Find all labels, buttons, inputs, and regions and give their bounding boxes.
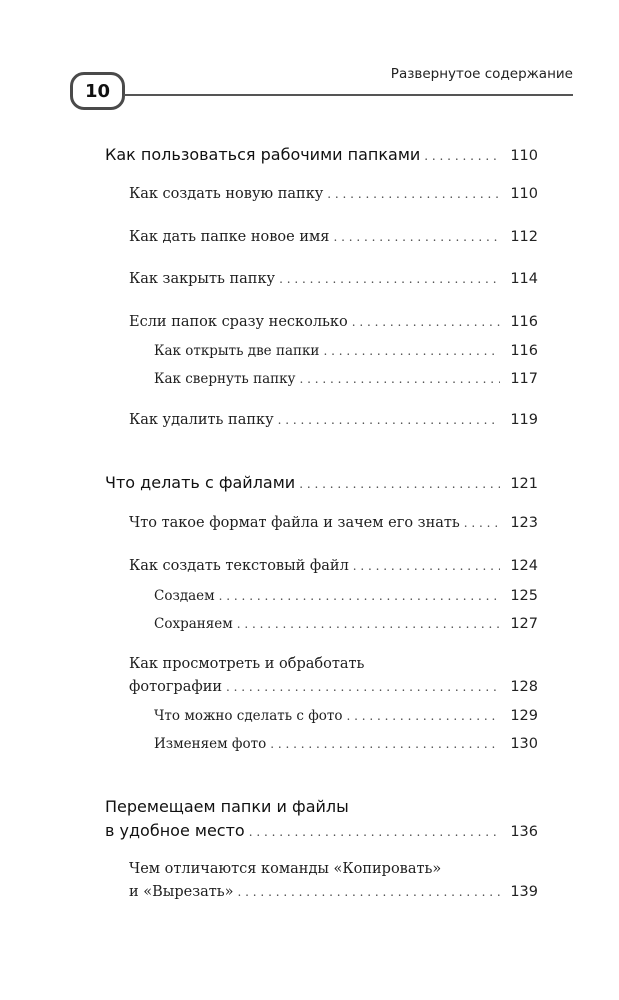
toc-entry-title: Как создать новую папку — [129, 186, 324, 202]
toc-leader-dots — [352, 315, 500, 329]
toc-entry-title: Что делать с файлами — [105, 473, 296, 492]
toc-entry[interactable] — [129, 412, 538, 428]
running-head: Развернутое содержание — [390, 66, 573, 82]
toc-entry-first-line: Чем отличаются команды «Копировать» — [129, 861, 442, 877]
toc-entry-page: 139 — [510, 884, 538, 900]
toc-leader-dots — [323, 344, 500, 358]
toc-leader-dots — [299, 477, 500, 491]
toc-entry[interactable] — [105, 821, 538, 840]
toc-entry[interactable] — [154, 588, 538, 604]
toc-entry[interactable] — [129, 558, 538, 574]
toc-entry-title: Как закрыть папку — [129, 271, 276, 287]
toc-leader-dots — [300, 372, 501, 386]
toc-entry-title: Изменяем фото — [154, 736, 267, 752]
toc-entry[interactable] — [129, 229, 538, 245]
toc-entry-title: Как пользоваться рабочими папками — [105, 145, 421, 164]
toc-entry-title: Создаем — [154, 588, 215, 604]
toc-leader-dots — [226, 680, 500, 694]
toc-leader-dots — [424, 149, 500, 163]
toc-entry-page: 114 — [510, 271, 538, 287]
toc-leader-dots — [327, 187, 500, 201]
toc-entry-page: 136 — [510, 824, 538, 840]
toc-entry-page: 110 — [510, 148, 538, 164]
toc-entry[interactable] — [129, 679, 538, 695]
toc-entry-title: Сохраняем — [154, 616, 233, 632]
toc-entry-page: 116 — [510, 314, 538, 330]
toc-entry[interactable] — [154, 736, 538, 752]
toc-entry-page: 129 — [510, 708, 538, 724]
toc-leader-dots — [278, 413, 500, 427]
header-rule — [124, 94, 573, 96]
toc-entry-title: фотографии — [129, 679, 223, 695]
toc-entry-page: 125 — [510, 588, 538, 604]
toc-entry[interactable] — [154, 343, 538, 359]
toc-entry[interactable] — [129, 314, 538, 330]
toc-entry-title: Что можно сделать с фото — [154, 708, 343, 724]
toc-entry-page: 116 — [510, 343, 538, 359]
toc-entry-title: Как свернуть папку — [154, 371, 296, 387]
toc-leader-dots — [237, 617, 500, 631]
toc-leader-dots — [219, 589, 500, 603]
toc-entry-page: 112 — [510, 229, 538, 245]
toc-entry-page: 127 — [510, 616, 538, 632]
toc-leader-dots — [238, 885, 500, 899]
toc-entry[interactable] — [105, 145, 538, 164]
toc-entry[interactable] — [129, 884, 538, 900]
toc-entry-page: 121 — [510, 476, 538, 492]
toc-leader-dots — [249, 825, 500, 839]
toc-entry[interactable] — [129, 515, 538, 531]
toc-entry-title: Если папок сразу несколько — [129, 314, 348, 330]
toc-entry-page: 119 — [510, 412, 538, 428]
toc-entry[interactable] — [154, 616, 538, 632]
toc-entry-title: Как создать текстовый файл — [129, 558, 349, 574]
toc-entry[interactable] — [105, 473, 538, 492]
toc-entry-title: и «Вырезать» — [129, 884, 234, 900]
page-number-badge — [70, 72, 125, 110]
toc-entry-first-line: Перемещаем папки и файлы — [105, 797, 349, 816]
toc-entry[interactable] — [154, 371, 538, 387]
toc-entry[interactable] — [129, 271, 538, 287]
toc-entry-page: 123 — [510, 515, 538, 531]
toc-leader-dots — [333, 230, 500, 244]
toc-entry-page: 130 — [510, 736, 538, 752]
toc-entry[interactable] — [129, 186, 538, 202]
toc-entry-title: Как удалить папку — [129, 412, 274, 428]
toc-entry-page: 124 — [510, 558, 538, 574]
toc-entry-title: Что такое формат файла и зачем его знать — [129, 515, 460, 531]
toc-leader-dots — [347, 709, 500, 723]
toc-leader-dots — [464, 516, 500, 530]
toc-entry-title: Как дать папке новое имя — [129, 229, 330, 245]
toc-entry-page: 117 — [510, 371, 538, 387]
page-number: 10 — [84, 80, 111, 102]
toc-entry-title: в удобное место — [105, 821, 245, 840]
toc-leader-dots — [353, 559, 500, 573]
toc-entry-title: Как открыть две папки — [154, 343, 320, 359]
toc-leader-dots — [270, 737, 500, 751]
toc-entry[interactable] — [154, 708, 538, 724]
toc-leader-dots — [279, 272, 500, 286]
toc-entry-page: 110 — [510, 186, 538, 202]
toc-entry-first-line: Как просмотреть и обработать — [129, 656, 365, 672]
toc-entry-page: 128 — [510, 679, 538, 695]
